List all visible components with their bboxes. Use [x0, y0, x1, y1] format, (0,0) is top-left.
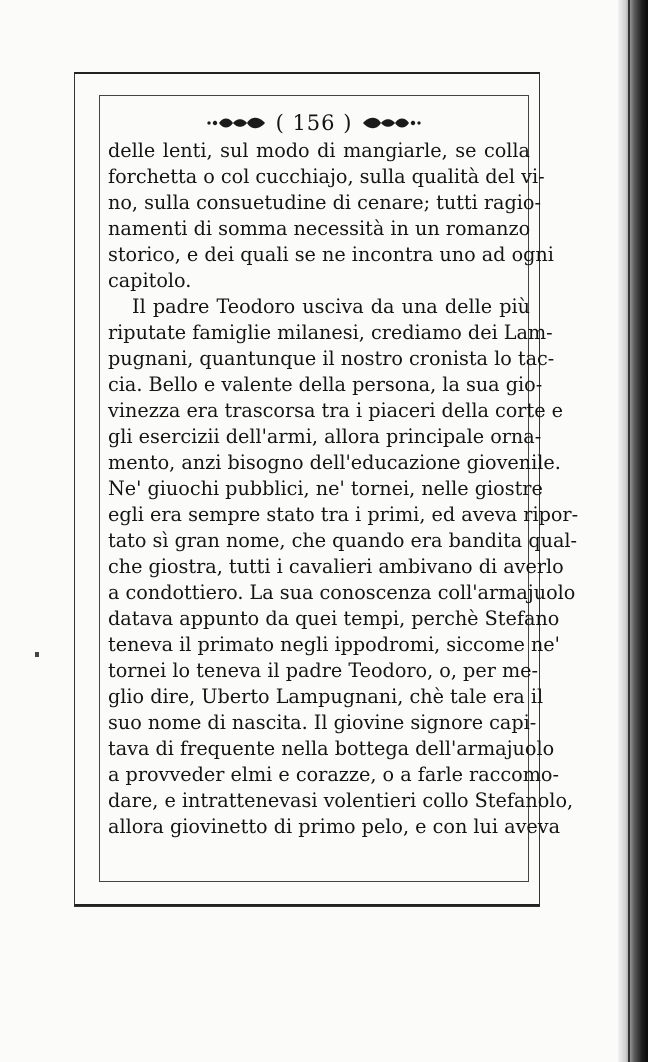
text-line: a provveder elmi e corazze, o a farle raccomo- — [108, 763, 559, 786]
text-line: forchetta o col cucchiajo, sulla qualità del vi- — [108, 165, 545, 188]
book-spine-edge — [618, 0, 648, 1062]
text-line: tava di frequente nella bottega dell'armajuolo — [108, 737, 555, 760]
text-line: namenti di somma necessità in un romanzo — [108, 217, 531, 240]
text-line: che giostra, tutti i cavalieri ambivano di averlo — [108, 555, 564, 578]
text-line: Ne' giuochi pubblici, ne' tornei, nelle giostre — [108, 477, 543, 500]
text-line: vinezza era trascorsa tra i piaceri della corte e — [108, 399, 564, 422]
text-line: cia. Bello e valente della persona, la sua gio- — [108, 373, 543, 396]
text-line: suo nome di nascita. Il giovine signore capi- — [108, 711, 537, 734]
text-line: gli esercizii dell'armi, allora principale orna- — [108, 425, 542, 448]
text-line: mento, anzi bisogno dell'educazione giovenile. — [108, 451, 561, 474]
text-line: glio dire, Uberto Lampugnani, chè tale era il — [108, 685, 544, 708]
left-ornament-icon — [205, 116, 267, 130]
text-line: teneva il primato negli ippodromi, siccome ne' — [108, 633, 560, 656]
text-line: riputate famiglie milanesi, crediamo dei Lam- — [108, 321, 553, 344]
text-line: no, sulla consuetudine di cenare; tutti ragio- — [108, 191, 541, 214]
page-number: ( 156 ) — [275, 111, 353, 135]
text-line: a condottiero. La sua conoscenza coll'armajuolo — [108, 581, 576, 604]
page-header — [99, 111, 529, 141]
text-line: delle lenti, sul modo di mangiarle, se colla — [108, 139, 530, 162]
page-edge-line — [628, 0, 630, 1062]
text-line: storico, e dei quali se ne incontra uno ad ogni — [108, 243, 554, 266]
bottom-rule — [74, 906, 540, 907]
text-line: datava appunto da quei tempi, perchè Stefano — [108, 607, 560, 630]
text-line: egli era sempre stato tra i primi, ed aveva ripor- — [108, 503, 579, 526]
body-text — [108, 138, 579, 840]
right-ornament-icon — [361, 116, 423, 130]
margin-mark — [35, 652, 39, 657]
text-line: tornei lo teneva il padre Teodoro, o, per me- — [108, 659, 538, 682]
text-line: tato sì gran nome, che quando era bandita qual- — [108, 529, 578, 552]
text-line: allora giovinetto di primo pelo, e con lui aveva — [108, 815, 561, 838]
text-line: capitolo. — [108, 269, 192, 292]
text-line: Il padre Teodoro usciva da una delle più — [132, 295, 530, 318]
text-line: dare, e intrattenevasi volentieri collo Stefanolo, — [108, 789, 574, 812]
text-line: pugnani, quantunque il nostro cronista lo tac- — [108, 347, 555, 370]
